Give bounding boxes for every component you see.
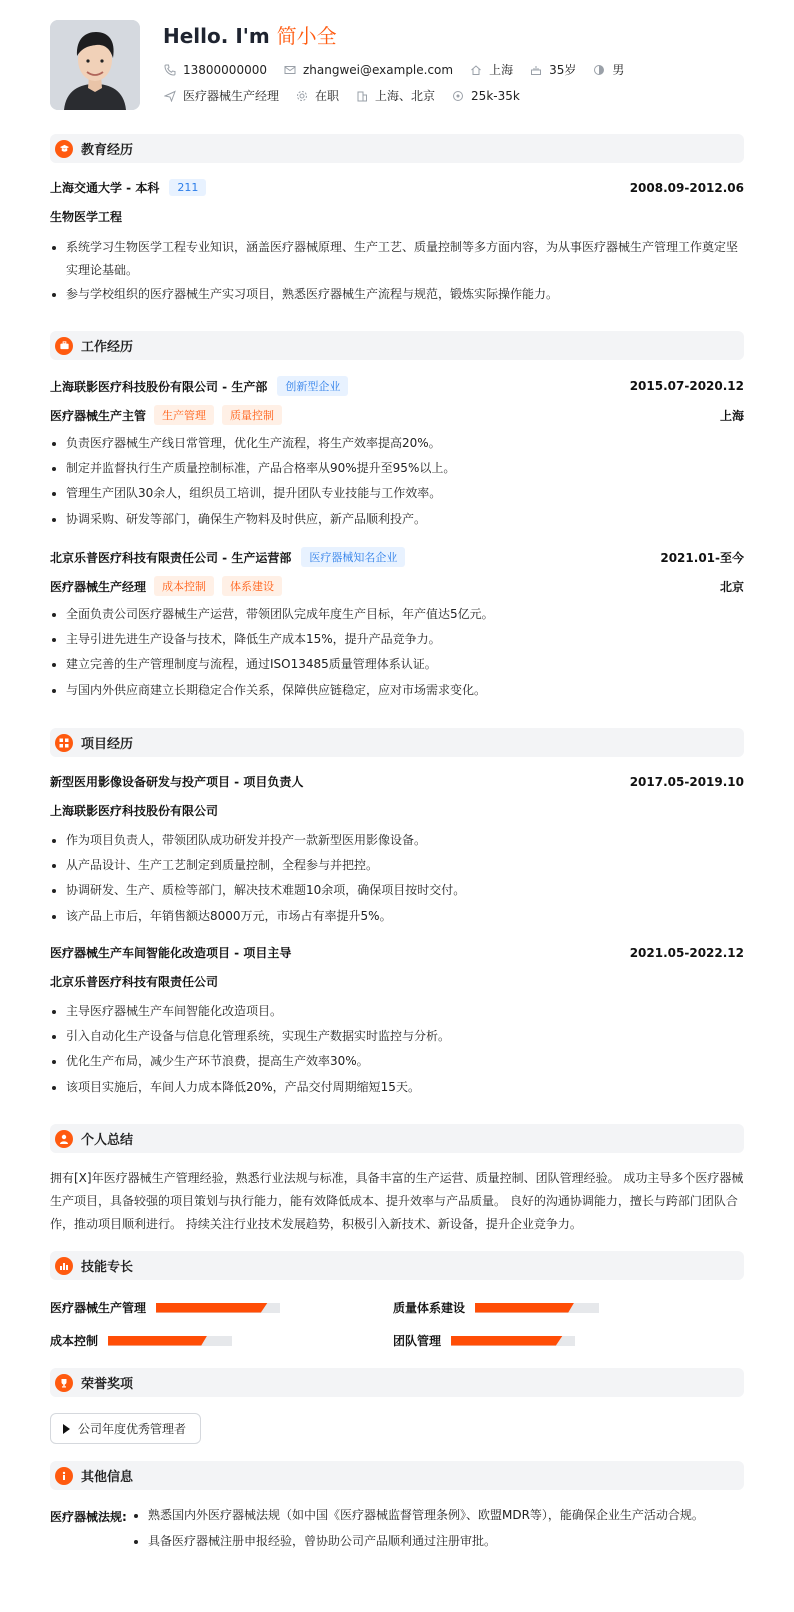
- project-header: [50, 773, 744, 790]
- list-item: 优化生产布局，减少生产环节浪费，提高生产效率30%。: [50, 1050, 744, 1073]
- cake-icon: [529, 63, 543, 77]
- status-text: 在职: [315, 89, 340, 103]
- skill-name: 团队管理: [393, 1334, 442, 1348]
- job-header: [50, 547, 744, 567]
- list-item: 从产品设计、生产工艺制定到质量控制，全程参与并把控。: [50, 854, 744, 877]
- section-title: 项目经历: [81, 737, 134, 752]
- candidate-name: 简小全: [276, 24, 337, 48]
- skill-item: [50, 1299, 280, 1316]
- section-skills: [50, 1251, 744, 1280]
- job-role: 医疗器械生产主管: [50, 408, 147, 423]
- project-company: 上海联影医疗科技股份有限公司: [50, 804, 219, 818]
- list-item: 建立完善的生产管理制度与流程，通过ISO13485质量管理体系认证。: [50, 653, 744, 676]
- salary-text: 25k-35k: [471, 88, 520, 103]
- job-period: 2021.01-至今: [660, 550, 744, 565]
- list-item: 主导引进先进生产设备与技术，降低生产成本15%，提升产品竞争力。: [50, 628, 744, 651]
- other-label: 医疗器械法规:: [50, 1510, 127, 1524]
- project-company: 北京乐普医疗科技有限责任公司: [50, 975, 219, 989]
- job-role-row: [50, 576, 744, 596]
- age-text: 35岁: [549, 63, 577, 77]
- education-header: [50, 179, 744, 196]
- chart-icon: [55, 1257, 73, 1275]
- graduation-cap-icon: [55, 140, 73, 158]
- skill-item: [393, 1299, 599, 1316]
- list-item: 负责医疗器械生产线日常管理，优化生产流程，将生产效率提高20%。: [50, 432, 744, 455]
- info-icon: [55, 1467, 73, 1485]
- job-location: 北京: [719, 579, 744, 594]
- phone-text: 13800000000: [183, 62, 267, 77]
- company-tag: 医疗器械知名企业: [301, 547, 405, 567]
- list-item: 该产品上市后，年销售额达8000万元，市场占有率提升5%。: [50, 905, 744, 928]
- list-item: 系统学习生物医学工程专业知识，涵盖医疗器械原理、生产工艺、质量控制等多方面内容，为从事医疗器械生产管理工作奠定坚 实理论基础。: [50, 236, 744, 282]
- project-name: 医疗器械生产车间智能化改造项目 - 项目主导: [50, 946, 292, 960]
- skill-bar: [156, 1303, 280, 1313]
- contact-row: [163, 61, 640, 78]
- skill-name: 成本控制: [50, 1334, 99, 1348]
- company-name: 北京乐普医疗科技有限责任公司 - 生产运营部: [50, 550, 292, 565]
- skill-item: [393, 1332, 575, 1349]
- list-item: 协调研发、生产、质检等部门，解决技术难题10余项，确保项目按时交付。: [50, 879, 744, 902]
- list-item: 具备医疗器械注册申报经验，曾协助公司产品顺利通过注册审批。: [132, 1530, 744, 1553]
- section-title: 个人总结: [81, 1133, 134, 1148]
- company-tag: 创新型企业: [277, 376, 348, 396]
- job-header: [50, 376, 744, 396]
- major: 生物医学工程: [50, 210, 123, 224]
- play-icon: [63, 1424, 70, 1434]
- skill-item: [50, 1332, 232, 1349]
- section-work: [50, 331, 744, 360]
- list-item: 该项目实施后，车间人力成本降低20%，产品交付周期缩短15天。: [50, 1076, 744, 1099]
- job-role-row: [50, 405, 744, 425]
- greeting-text: Hello. I'm: [163, 24, 270, 48]
- list-item: 全面负责公司医疗器械生产运营，带领团队完成年度生产目标，年产值达5亿元。: [50, 603, 744, 626]
- email-text: zhangwei@example.com: [302, 62, 454, 77]
- role-tag: 生产管理: [154, 405, 214, 425]
- role-tag: 质量控制: [222, 405, 282, 425]
- position-text: 医疗器械生产经理: [183, 89, 280, 103]
- job-period: 2015.07-2020.12: [629, 379, 744, 393]
- skill-bar-fill: [451, 1336, 563, 1346]
- skill-bar: [475, 1303, 599, 1313]
- salary-item: [451, 89, 520, 103]
- job-intent-row: [163, 87, 536, 104]
- education-period: 2008.09-2012.06: [629, 180, 744, 195]
- section-title: 荣誉奖项: [81, 1377, 134, 1392]
- role-tag: 体系建设: [222, 576, 282, 596]
- profile-photo: [50, 20, 140, 110]
- greeting-title: [163, 20, 337, 49]
- phone-item: [163, 63, 267, 77]
- target-city-item: [355, 87, 435, 104]
- award-item: [50, 1413, 201, 1444]
- list-item: 管理生产团队30余人，组织员工培训，提升团队专业技能与工作效率。: [50, 482, 744, 505]
- section-title: 工作经历: [81, 340, 134, 355]
- section-title: 其他信息: [81, 1470, 134, 1485]
- project-name: 新型医用影像设备研发与投产项目 - 项目负责人: [50, 775, 304, 789]
- section-title: 教育经历: [81, 143, 134, 158]
- email-item: [283, 63, 453, 77]
- trophy-icon: [55, 1374, 73, 1392]
- job-location: 上海: [719, 408, 744, 423]
- section-education: [50, 134, 744, 163]
- job-role: 医疗器械生产经理: [50, 579, 147, 594]
- send-icon: [163, 89, 177, 103]
- phone-icon: [163, 63, 177, 77]
- list-item: 主导医疗器械生产车间智能化改造项目。: [50, 1000, 744, 1023]
- section-other: [50, 1461, 744, 1490]
- list-item: 作为项目负责人，带领团队成功研发并投产一款新型医用影像设备。: [50, 829, 744, 852]
- school-name: 上海交通大学 - 本科: [50, 181, 160, 195]
- coin-icon: [451, 89, 465, 103]
- user-icon: [55, 1130, 73, 1148]
- age-item: [529, 61, 576, 78]
- city-text: 上海: [489, 63, 514, 77]
- summary-text: 拥有[X]年医疗器械生产管理经验，熟悉行业法规与标准，具备丰富的生产运营、质量控制、团队管理经验。 成功主导多个医疗器械 生产项目，具备较强的项目策划与执行能力，能有效降低成本、提升效率与产品质量。 良好的沟通协调能力，擅长与跨部门团队合 作，推动项目顺利进行。 持续关注行业技术发展趋势，积极引入新技术、新设备，提升企业竞争力。: [50, 1171, 744, 1231]
- section-summary: [50, 1124, 744, 1153]
- gender-icon: [592, 63, 606, 77]
- project-period: 2021.05-2022.12: [629, 945, 744, 960]
- grid-icon: [55, 734, 73, 752]
- mail-icon: [283, 63, 297, 77]
- list-item: 参与学校组织的医疗器械生产实习项目，熟悉医疗器械生产流程与规范，锻炼实际操作能力。: [50, 283, 744, 306]
- role-tag: 成本控制: [154, 576, 214, 596]
- skill-bar-fill: [108, 1336, 207, 1346]
- home-icon: [469, 63, 483, 77]
- status-item: [295, 87, 339, 104]
- section-title: 技能专长: [81, 1260, 134, 1275]
- school-tag: 211: [169, 179, 206, 196]
- award-name: 公司年度优秀管理者: [78, 1422, 187, 1436]
- target-city-text: 上海、北京: [375, 89, 436, 103]
- skill-bar: [108, 1336, 232, 1346]
- gender-text: 男: [612, 63, 625, 77]
- list-item: 熟悉国内外医疗器械法规（如中国《医疗器械监督管理条例》、欧盟MDR等），能确保企业生产活动合规。: [132, 1504, 744, 1527]
- city-item: [469, 61, 513, 78]
- skill-bar: [451, 1336, 575, 1346]
- list-item: 制定并监督执行生产质量控制标准，产品合格率从90%提升至95%以上。: [50, 457, 744, 480]
- project-period: 2017.05-2019.10: [629, 774, 744, 789]
- section-awards: [50, 1368, 744, 1397]
- skill-bar-fill: [475, 1303, 574, 1313]
- briefcase-icon: [55, 337, 73, 355]
- gender-item: [592, 61, 624, 78]
- list-item: 协调采购、研发等部门，确保生产物料及时供应，新产品顺利投产。: [50, 508, 744, 531]
- project-header: [50, 944, 744, 961]
- skill-bar-fill: [156, 1303, 268, 1313]
- company-name: 上海联影医疗科技股份有限公司 - 生产部: [50, 379, 268, 394]
- list-item: 与国内外供应商建立长期稳定合作关系，保障供应链稳定，应对市场需求变化。: [50, 679, 744, 702]
- position-item: [163, 87, 279, 104]
- gear-icon: [295, 89, 309, 103]
- skill-name: 质量体系建设: [393, 1301, 466, 1315]
- list-item: 引入自动化生产设备与信息化管理系统，实现生产数据实时监控与分析。: [50, 1025, 744, 1048]
- section-projects: [50, 728, 744, 757]
- building-icon: [355, 89, 369, 103]
- skill-name: 医疗器械生产管理: [50, 1301, 147, 1315]
